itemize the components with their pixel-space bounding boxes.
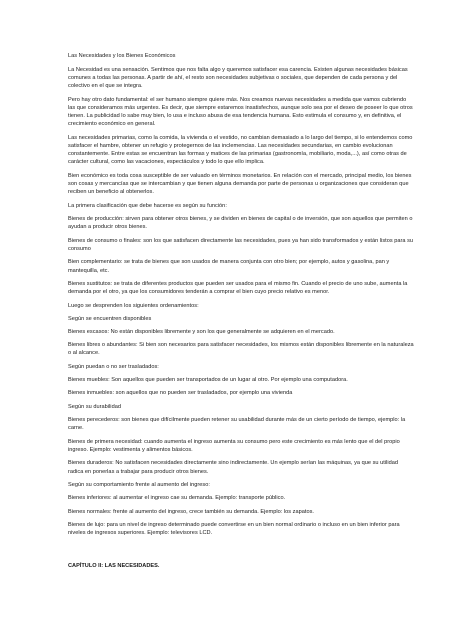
paragraph-bienes-inmuebles: Bienes inmuebles: son aquellos que no pueden ser trasladados, por ejemplo una vivienda: [68, 390, 293, 397]
paragraph-bienes-primera-necesidad: Bienes de primera necesidad: cuando aumenta el ingreso aumenta su consumo pero este crecimiento es más lento que el del propio ingreso. Ejemplo: vestimenta y alimentos básicos.: [68, 438, 400, 453]
chapter-heading: CAPÍTULO II: LAS NECESIDADES.: [68, 563, 160, 569]
subheading-trasladados: Según puedan o no ser trasladados:: [68, 363, 159, 370]
paragraph-bienes-consumo: Bienes de consumo o finales: son los que satisfacen directamente las necesidades, pues ya han sido transformados y están listos para su consumo: [68, 237, 414, 252]
paragraph-bienes-duraderos: Bienes duraderos: No satisfacen necesidades directamente sino indirectamente. Un ejemplo serían las máquinas, ya que su utilidad radica en ponerlas a trabajar para producir otros bienes.: [68, 460, 398, 475]
subheading-ingreso: Según su comportamiento frente al aumento del ingreso:: [68, 482, 210, 489]
paragraph-bienes-muebles: Bienes muebles: Son aquellos que pueden ser transportados de un lugar al otro. Por ejemplo una computadora.: [68, 376, 348, 383]
paragraph-bienes-perecederos: Bienes perecederos: son bienes que difícilmente pueden retener su usabilidad durante más de un cierto período de tiempo, ejemplo: la carne.: [68, 416, 406, 431]
paragraph-bienes-inferiores: Bienes inferiores: al aumentar el ingreso cae su demanda. Ejemplo: transporte público.: [68, 494, 286, 501]
paragraph-bienes-libres: Bienes libres o abundantes: Si bien son necesarios para satisfacer necesidades, los mismos están disponibles libremente en la naturaleza o al alcance.: [68, 342, 414, 357]
paragraph-bienes-produccion: Bienes de producción: sirven para obtener otros bienes, y se dividen en bienes de capital o de inversión, que son aquellos que permiten o ayudan a producir otros bienes.: [68, 215, 413, 230]
subheading-durabilidad: Según su durabilidad: [68, 403, 121, 410]
paragraph-bienes-lujo: Bienes de lujo: para un nivel de ingreso determinado puede convertirse en un bien normal ordinario o incluso en un bien inferior para niveles de ingresos superiores. Ejemplo: televisores LCD.: [68, 522, 400, 537]
paragraph-bienes-normales: Bienes normales: frente al aumento del ingreso, crece también su demanda. Ejemplo: los zapatos.: [68, 508, 314, 515]
paragraph-bienes-escasos: Bienes escasos: No están disponibles libremente y son los que generalmente se adquieren en el mercado.: [68, 328, 335, 335]
document-title: Las Necesidades y los Bienes Económicos: [68, 53, 176, 59]
paragraph-bienes-sustitutos: Bienes sustitutos: se trata de diferentes productos que pueden ser usados para el mismo fin. Cuando el precio de uno sube, aumenta la demanda por el otro, ya que los consumidores tenderán a comprar el bien cuyo precio relativo es menor.: [68, 281, 408, 296]
paragraph-ordenamientos: Luego se desprenden los siguientes ordenamientos:: [68, 302, 199, 309]
paragraph-bien-complementario: Bien complementario: se trata de bienes que son usados de manera conjunta con otro bien; por ejemplo, autos y gasolina, pan y mantequilla, etc.: [68, 259, 390, 274]
paragraph-necesidad: La Necesidad es una sensación. Sentimos que nos falta algo y queremos satisfacer esa carencia. Existen algunas necesidades básicas comunes a todas las personas. A partir de ahí, el resto son necesidades subjetivas o sociales, que dependen de cada persona y del colectivo en el que se integra.: [68, 66, 408, 89]
paragraph-ser-humano: Pero hay otro dato fundamental: el ser humano siempre quiere más. Nos creamos nuevas necesidades a medida que vamos cubriendo las que consideramos más urgentes. Es decir, que siempre estaremos insatisfechos, aunque solo sea por el deseo de poseer lo que otros tienen. La publicidad lo sabe muy bien, lo usa e incluso abusa de esa tendencia humana. Esto estimula el consumo y, en definitiva, el crecimiento económico en general.: [68, 96, 413, 128]
paragraph-clasificacion: La primera clasificación que debe hacerse es según su función:: [68, 203, 227, 209]
paragraph-bien-economico: Bien económico es toda cosa susceptible de ser valuado en términos monetarios. En relación con el mercado, principal medio, los bienes son cosas y mercancías que se intercambian y que tienen alguna demanda por parte de personas u organizaciones que consideran que reciben un beneficio al obtenerlos.: [68, 173, 412, 196]
subheading-disponibles: Según se encuentren disponibles: [68, 315, 152, 322]
paragraph-necesidades-primarias: Las necesidades primarias, como la comida, la vivienda o el vestido, no cambian demasiado a lo largo del tiempo, si lo entendemos como satisfacer el hambre, obtener un refugio y protegernos de las inclemencias. Las necesidades secundarias, en cambio evolucionan constantemente. Entre estas se encuentran las formas y matices de las primarias (gastronomía, mobiliario, moda,...), así como otras de carácter cultural, como las vacaciones, espectáculos y todo lo que ello implica.: [68, 134, 413, 166]
